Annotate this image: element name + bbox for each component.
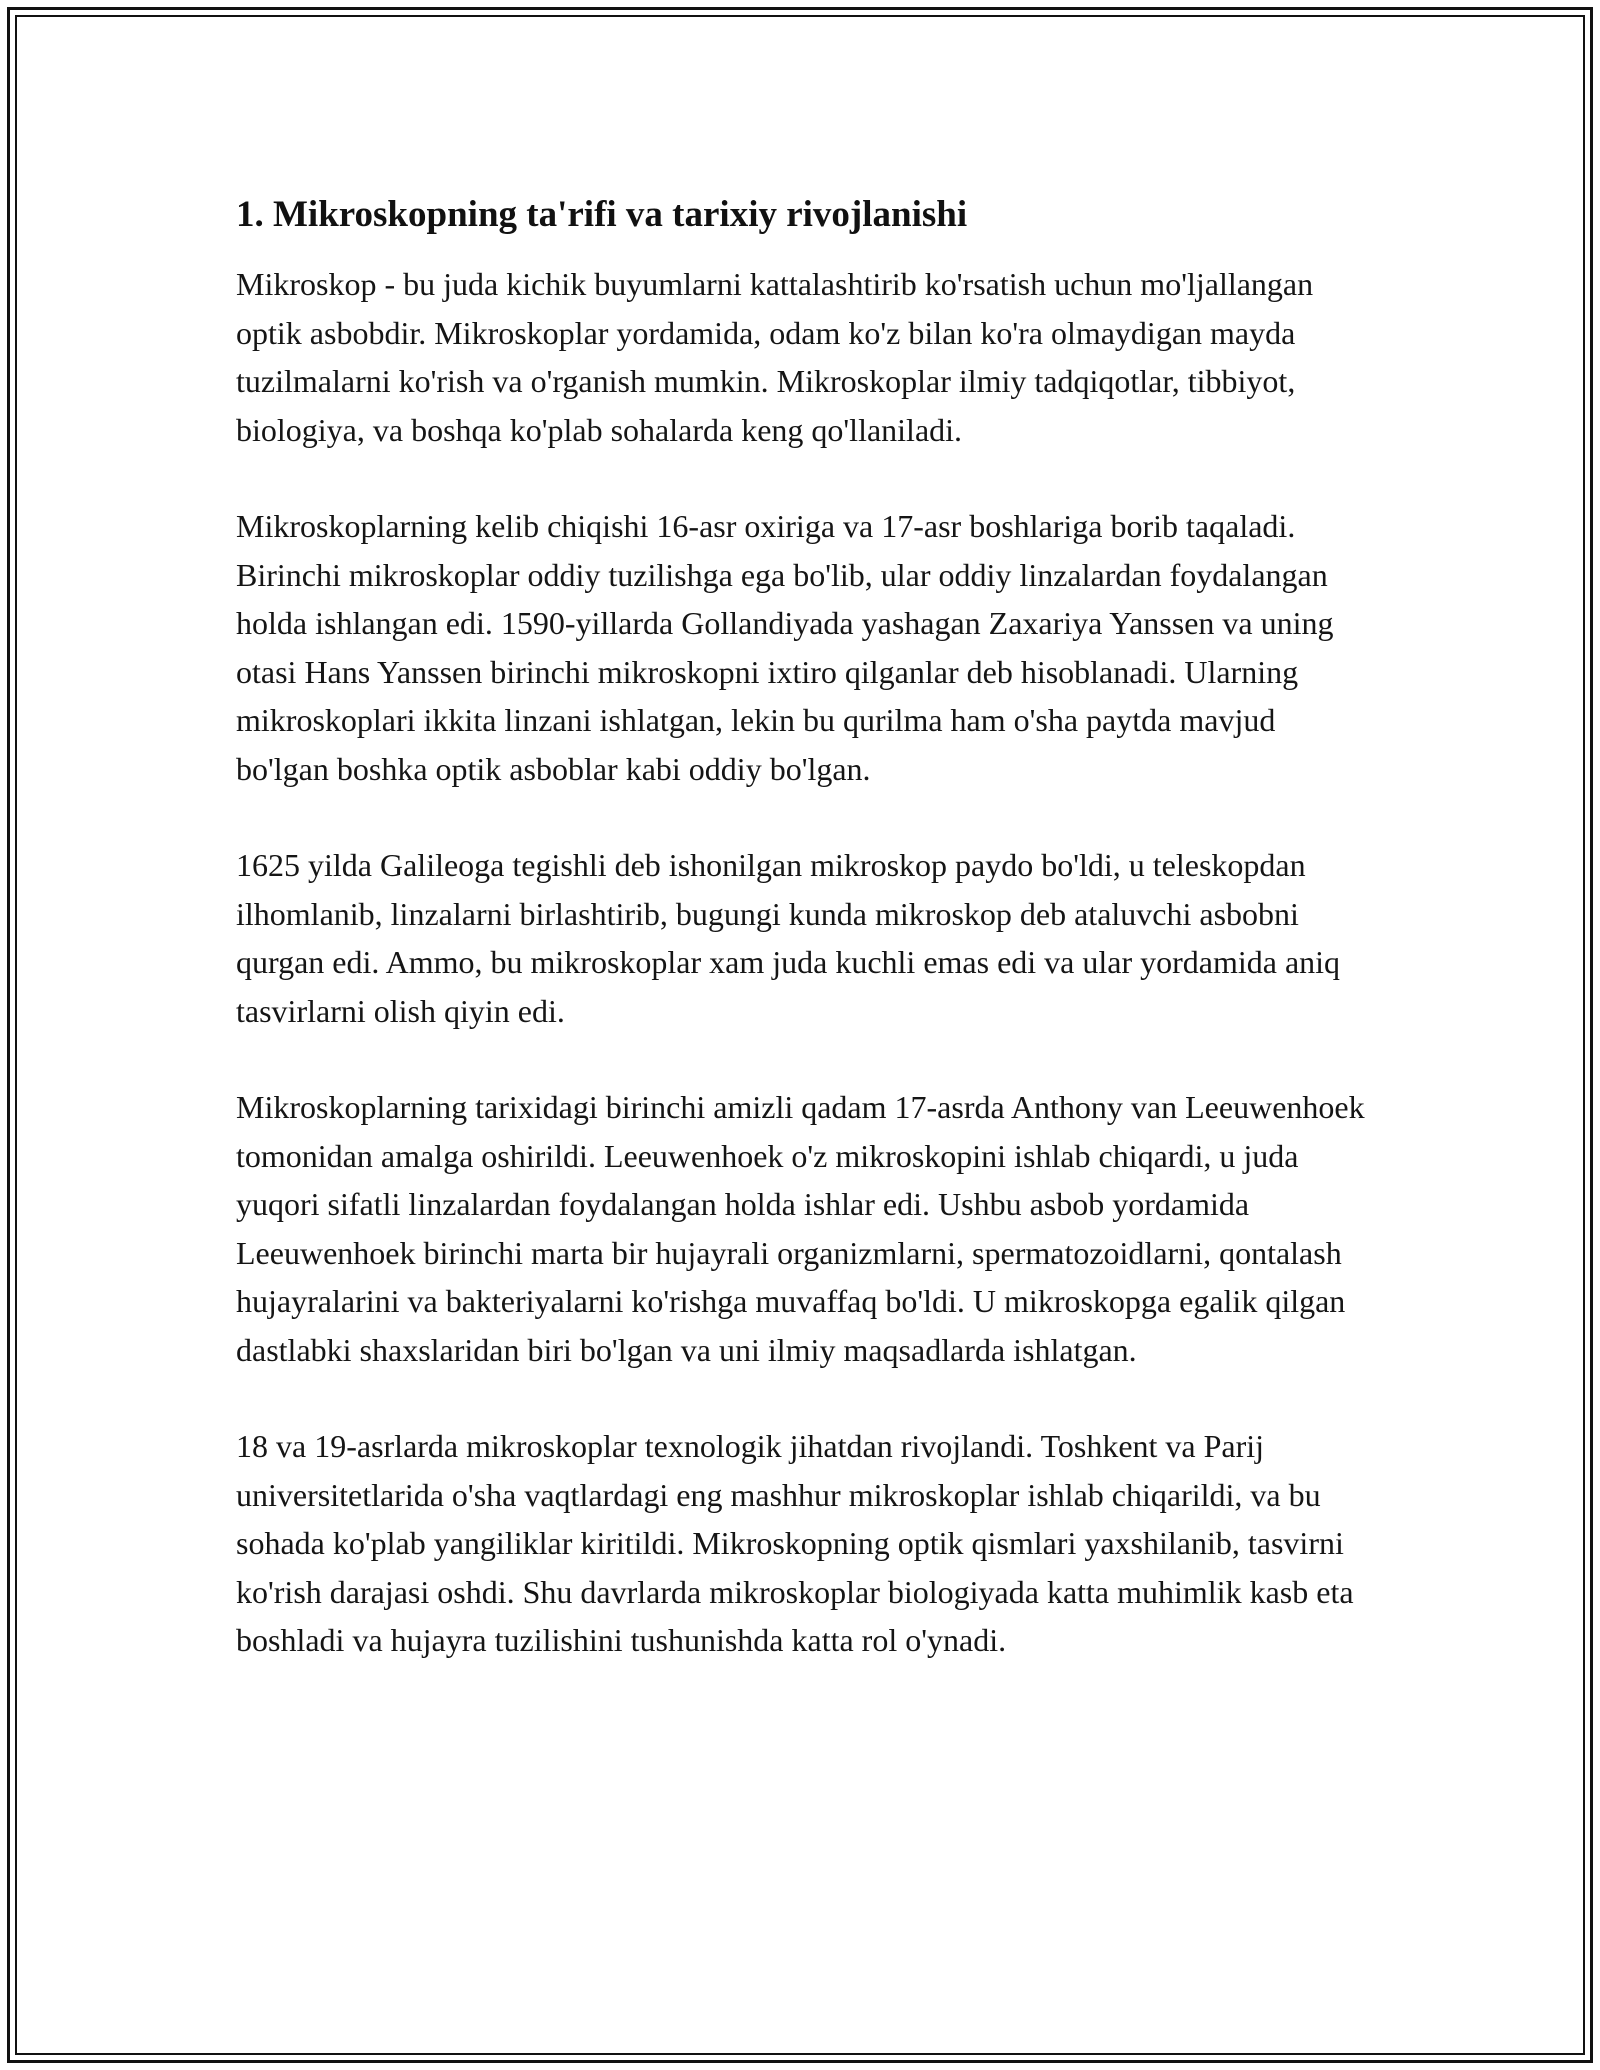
document-body [236,190,1376,1665]
section-heading: 1. Mikroskopning ta'rifi va tarixiy rivojlanishi [236,194,968,235]
paragraph-galileo: 1625 yilda Galileoga tegishli deb ishonilgan mikroskop paydo bo'ldi, u teleskopdan ilhomlanib, linzalarni birlashtirib, bugungi kunda mikroskop deb ataluvchi asbobni qurgan edi. Ammo, bu mikroskoplar xam juda kuchli emas edi va ular yordamida aniq tasvirlarni olish qiyin edi. [236,847,1341,1029]
paragraph-18-19-centuries: 18 va 19-asrlarda mikroskoplar texnologik jihatdan rivojlandi. Toshkent va Parij universitetlarida o'sha vaqtlardagi eng mashhur mikroskoplar ishlab chiqarildi, va bu sohada ko'plab yangiliklar kiritildi. Mikroskopning optik qismlari yaxshilanib, tasvirni ko'rish darajasi oshdi. Shu davrlarda mikroskoplar biologiyada katta muhimlik kasb eta boshladi va hujayra tuzilishini tushunishda katta rol o'ynadi. [236,1428,1354,1658]
paragraph-leeuwenhoek: Mikroskoplarning tarixidagi birinchi amizli qadam 17-asrda Anthony van Leeuwenhoek tomonidan amalga oshirildi. Leeuwenhoek o'z mikroskopini ishlab chiqardi, u juda yuqori sifatli linzalardan foydalangan holda ishlar edi. Ushbu asbob yordamida Leeuwenhoek birinchi marta bir hujayrali organizmlarni, spermatozoidlarni, qontalash hujayralarini va bakteriyalarni ko'rishga muvaffaq bo'ldi. U mikroskopga egalik qilgan dastlabki shaxslaridan biri bo'lgan va uni ilmiy maqsadlarda ishlatgan. [236,1089,1365,1368]
paragraph-definition: Mikroskop - bu juda kichik buyumlarni kattalashtirib ko'rsatish uchun mo'ljallangan optik asbobdir. Mikroskoplar yordamida, odam ko'z bilan ko'ra olmaydigan mayda tuzilmalarni ko'rish va o'rganish mumkin. Mikroskoplar ilmiy tadqiqotlar, tibbiyot, biologiya, va boshqa ko'plab sohalarda keng qo'llaniladi. [236,266,1314,448]
paragraph-origins: Mikroskoplarning kelib chiqishi 16-asr oxiriga va 17-asr boshlariga borib taqaladi. Birinchi mikroskoplar oddiy tuzilishga ega bo'lib, ular oddiy linzalardan foydalangan holda ishlangan edi. 1590-yillarda Gollandiyada yashagan Zaxariya Yanssen va uning otasi Hans Yanssen birinchi mikroskopni ixtiro qilganlar deb hisoblanadi. Ularning mikroskoplari ikkita linzani ishlatgan, lekin bu qurilma ham o'sha paytda mavjud bo'lgan boshka optik asboblar kabi oddiy bo'lgan. [236,508,1334,787]
